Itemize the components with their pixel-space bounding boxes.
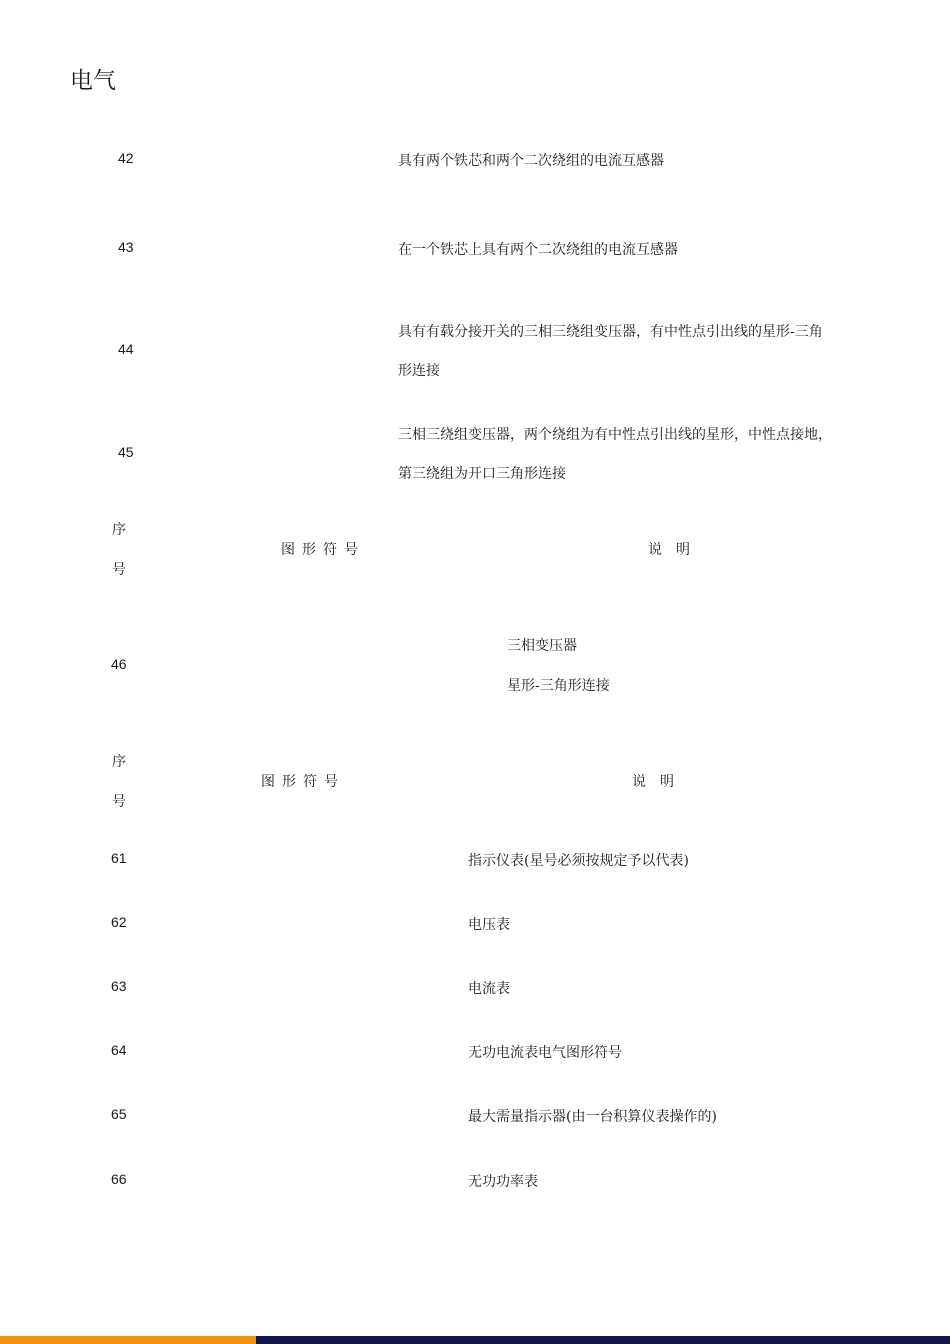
- row-description: 具有两个铁芯和两个二次绕组的电流互感器: [398, 153, 664, 169]
- row-description: 具有有载分接开关的三相三绕组变压器，有中性点引出线的星形-三角: [398, 324, 823, 340]
- row-number: 62: [111, 914, 127, 930]
- row-description: 三相变压器: [507, 638, 577, 654]
- row-number: 45: [118, 444, 134, 460]
- row-description: 三相三绕组变压器，两个绕组为有中性点引出线的星形，中性点接地，: [398, 427, 832, 443]
- row-description-cont: 第三绕组为开口三角形连接: [398, 466, 566, 482]
- row-number: 42: [118, 150, 134, 166]
- row-number: 44: [118, 341, 134, 357]
- footer-bar-orange: [0, 1336, 256, 1344]
- row-description: 指示仪表(星号必须按规定予以代表): [468, 853, 689, 869]
- row-description: 在一个铁芯上具有两个二次绕组的电流互感器: [398, 242, 678, 258]
- row-number: 61: [111, 850, 127, 866]
- row-description-cont: 形连接: [398, 363, 440, 379]
- row-description: 电流表: [468, 981, 510, 997]
- row-number: 66: [111, 1171, 127, 1187]
- header-description: 说明: [632, 774, 688, 790]
- row-number: 46: [111, 656, 127, 672]
- header-seq-bottom: 号: [112, 794, 126, 810]
- row-description: 最大需量指示器(由一台积算仪表操作的): [468, 1109, 717, 1125]
- row-description-cont: 星形-三角形连接: [507, 678, 610, 694]
- row-number: 43: [118, 239, 134, 255]
- row-number: 65: [111, 1106, 127, 1122]
- header-seq-top: 序: [112, 754, 126, 770]
- row-description: 无功电流表电气图形符号: [468, 1045, 622, 1061]
- header-seq-top: 序: [112, 522, 126, 538]
- row-number: 64: [111, 1042, 127, 1058]
- header-symbol: 图形符号: [281, 542, 365, 558]
- row-number: 63: [111, 978, 127, 994]
- footer-bar-navy: [256, 1336, 950, 1344]
- row-description: 无功功率表: [468, 1174, 538, 1190]
- row-description: 电压表: [468, 917, 510, 933]
- header-description: 说明: [648, 542, 704, 558]
- page-title: 电气: [70, 68, 116, 94]
- header-symbol: 图形符号: [261, 774, 345, 790]
- header-seq-bottom: 号: [112, 562, 126, 578]
